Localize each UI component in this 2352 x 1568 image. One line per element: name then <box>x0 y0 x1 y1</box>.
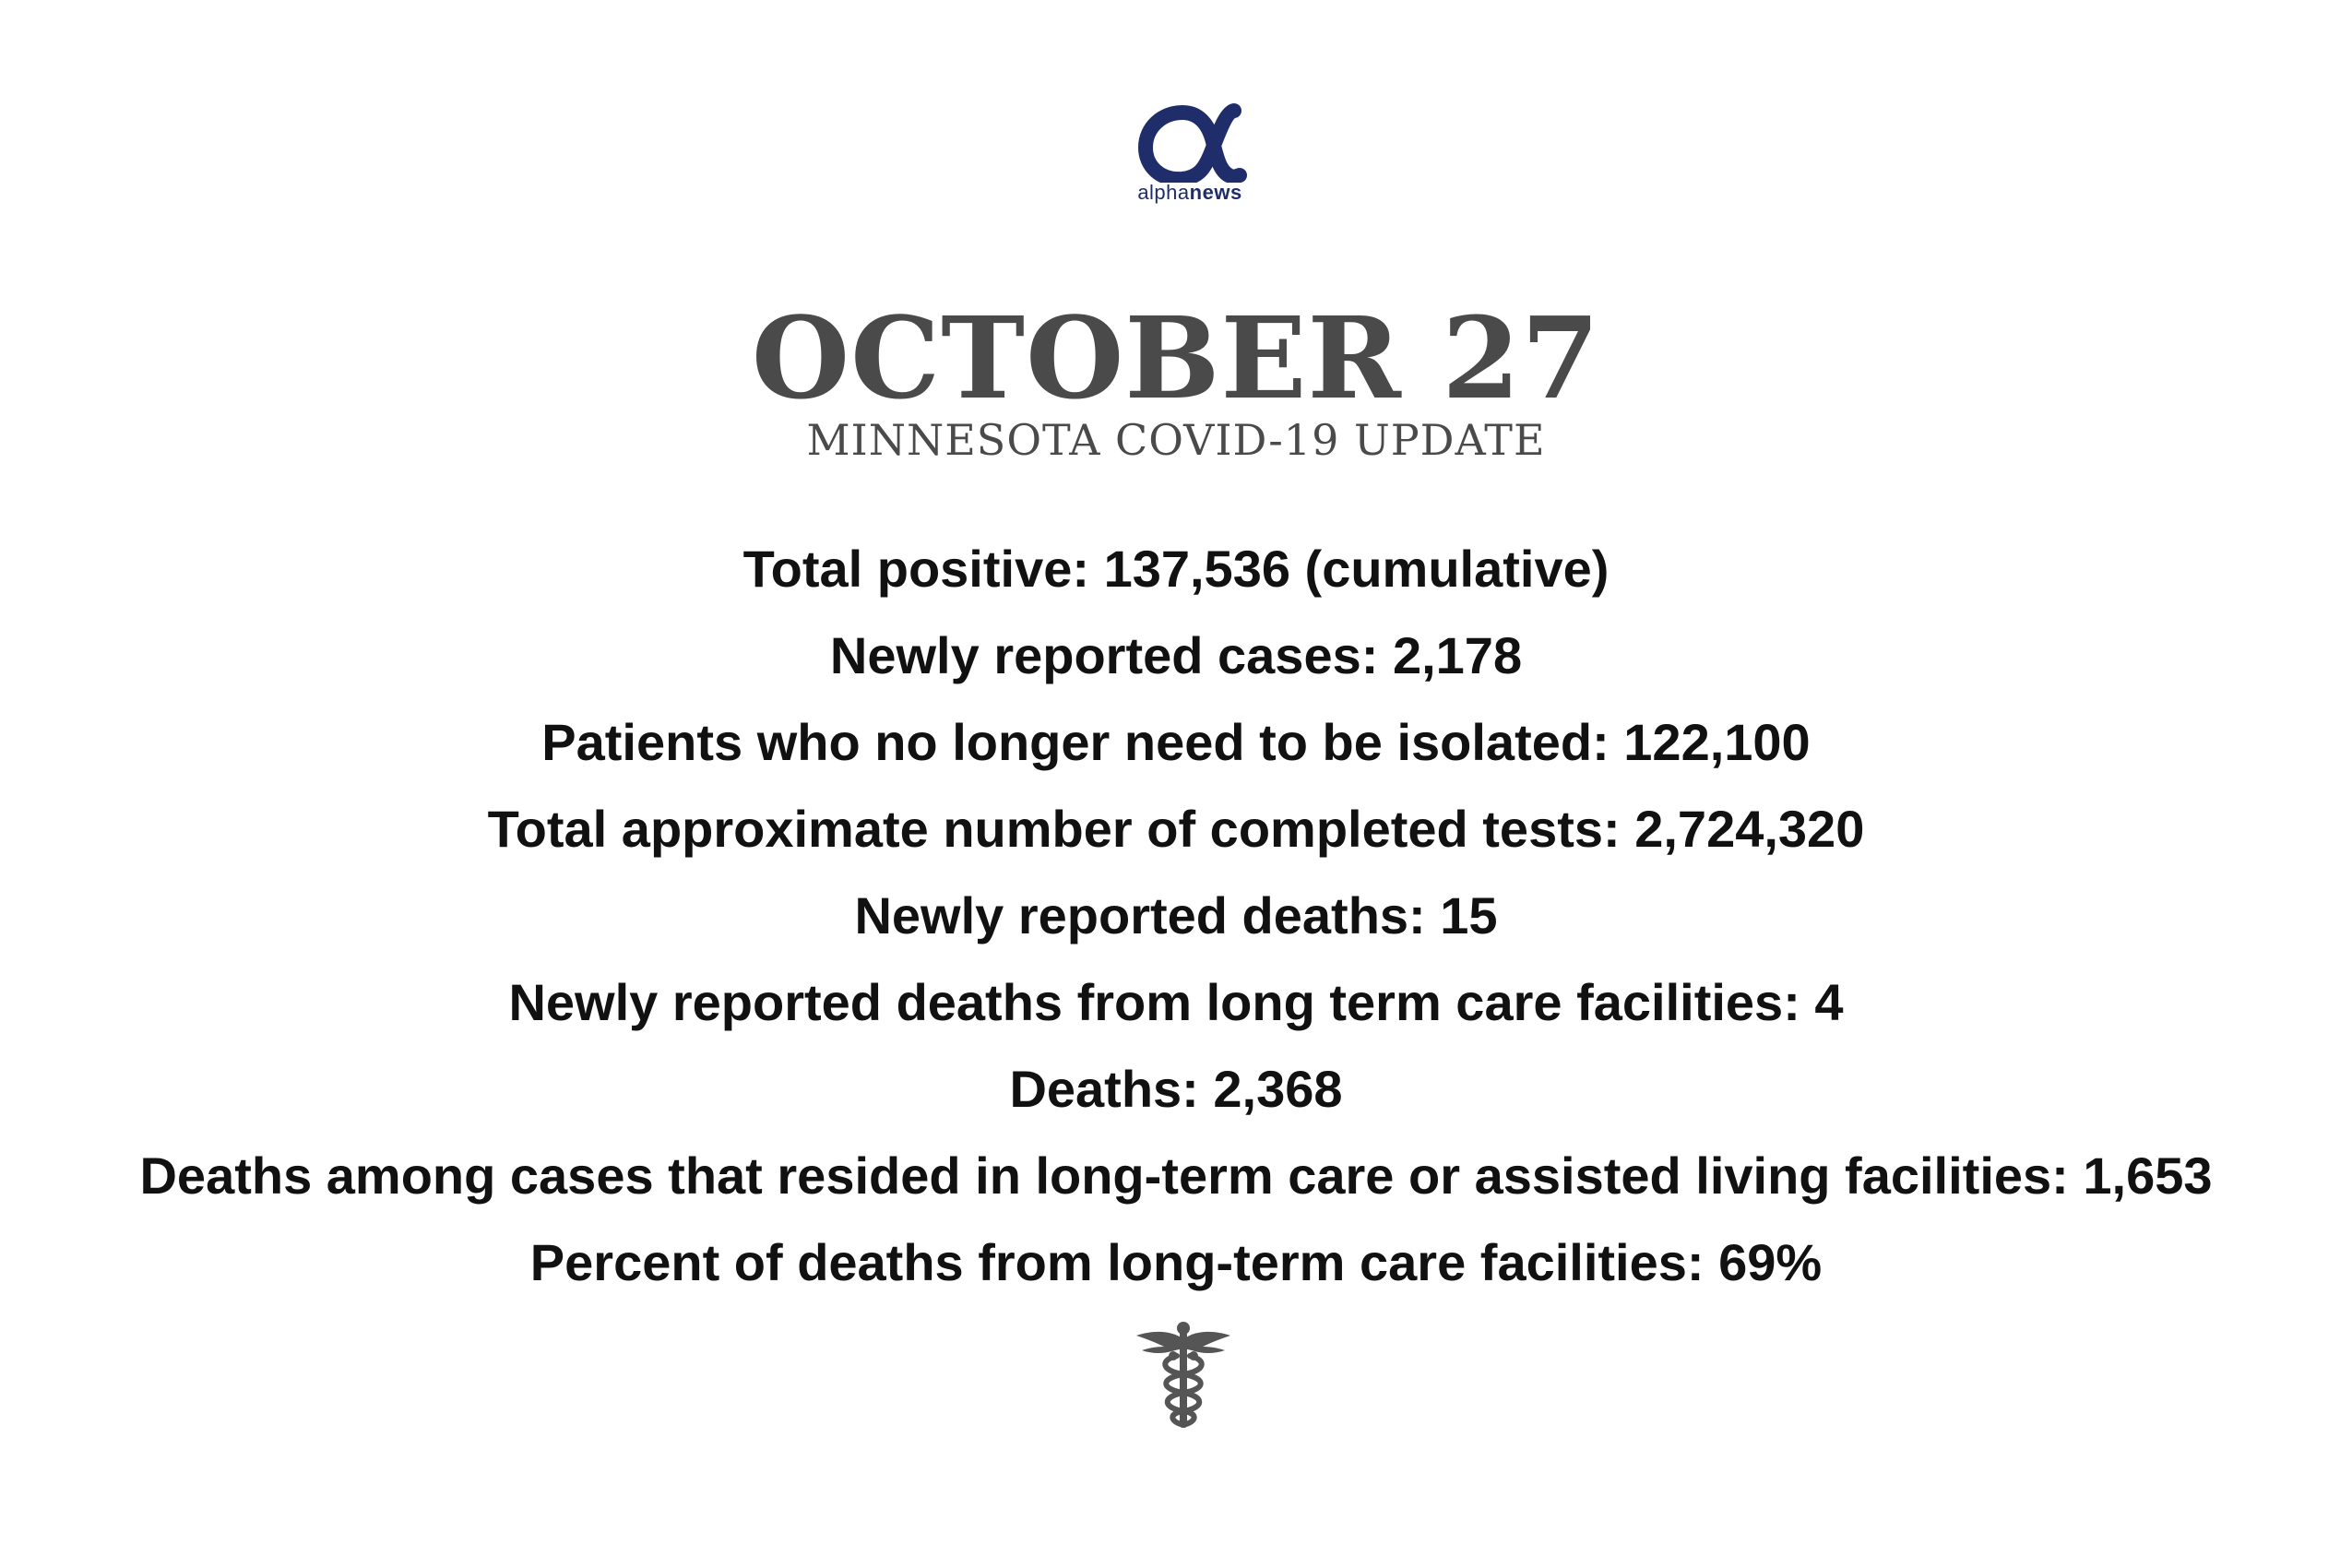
stat-completed-tests: Total approximate number of completed tests: 2,724,320 <box>487 800 1865 858</box>
logo-word-light: alpha <box>1137 181 1190 204</box>
stat-total-positive: Total positive: 137,536 (cumulative) <box>742 540 1610 598</box>
caduceus-icon <box>1133 1319 1234 1430</box>
page-subtitle: MINNESOTA COVID-19 UPDATE <box>806 415 1546 465</box>
alphanews-logo <box>1125 100 1254 210</box>
stat-no-longer-isolated: Patients who no longer need to be isolated: 122,100 <box>541 713 1811 771</box>
stat-total-deaths: Deaths: 2,368 <box>1009 1060 1343 1118</box>
stat-newly-reported-cases: Newly reported cases: 2,178 <box>829 626 1523 684</box>
stats-list <box>0 526 2352 1306</box>
stat-ltc-deaths: Deaths among cases that resided in long-term care or assisted living facilities: 1,653 <box>139 1146 2213 1205</box>
page-title-date: OCTOBER 27 <box>751 291 1601 424</box>
logo-wordmark <box>1125 181 1254 205</box>
alpha-logo-icon <box>1125 100 1254 183</box>
stat-newly-reported-deaths: Newly reported deaths: 15 <box>854 886 1498 944</box>
stat-ltc-percent: Percent of deaths from long-term care facilities: 69% <box>529 1233 1823 1291</box>
logo-word-bold: news <box>1189 181 1242 204</box>
stat-ltc-new-deaths: Newly reported deaths from long term care facilities: 4 <box>508 973 1844 1031</box>
